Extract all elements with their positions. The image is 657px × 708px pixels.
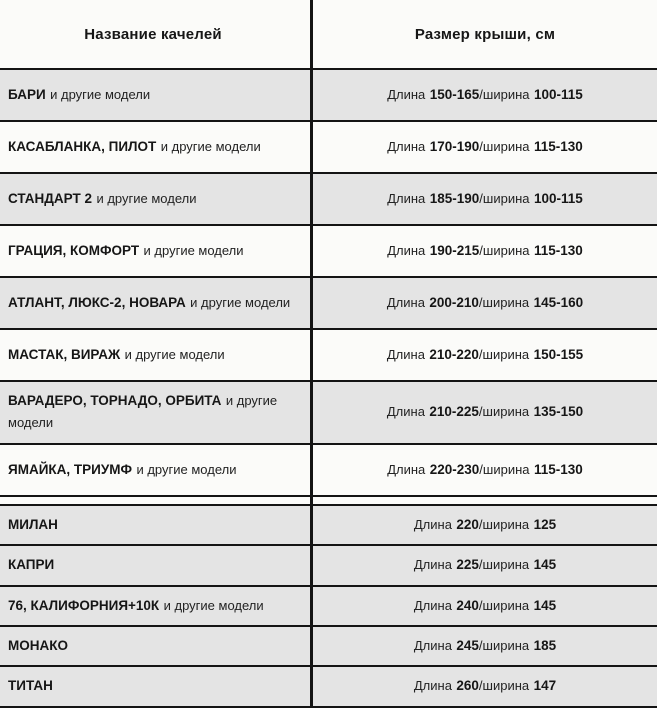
header-cell-swing-name <box>0 0 313 68</box>
swing-model-names: 76, КАЛИФОРНИЯ+10К <box>8 597 160 613</box>
table-row <box>0 226 657 278</box>
section-spacer <box>0 497 657 506</box>
length-label: Длина <box>386 294 425 310</box>
length-value: 240 <box>456 597 479 613</box>
width-value: 145 <box>533 597 557 613</box>
width-label: /ширина <box>478 294 530 310</box>
table-body <box>0 70 657 708</box>
swing-model-names: АТЛАНТ, ЛЮКС-2, НОВАРА <box>8 294 186 310</box>
length-label: Длина <box>387 190 426 206</box>
length-value: 220 <box>456 516 479 532</box>
length-label: Длина <box>413 678 452 694</box>
swing-name-cell <box>0 226 313 276</box>
table-row <box>0 70 657 122</box>
width-value: 147 <box>533 678 557 694</box>
width-label: /ширина <box>478 678 530 694</box>
swing-name-cell <box>0 627 313 665</box>
roof-size-cell <box>313 330 657 380</box>
length-label: Длина <box>387 242 426 258</box>
length-value: 210-225 <box>429 404 479 420</box>
swing-model-suffix: и другие модели <box>96 190 197 206</box>
width-value: 125 <box>533 516 557 532</box>
roof-size-cell <box>313 174 657 224</box>
length-value: 225 <box>456 557 479 573</box>
width-value: 115-130 <box>533 242 583 258</box>
roof-size-cell <box>313 667 657 705</box>
swing-model-names: МАСТАК, ВИРАЖ <box>8 346 121 362</box>
swing-model-names: КАПРИ <box>8 557 55 573</box>
roof-size-cell <box>313 382 657 443</box>
width-label: /ширина <box>478 516 530 532</box>
table-row <box>0 122 657 174</box>
table-row <box>0 278 657 330</box>
swing-model-suffix: и другие модели <box>190 294 291 310</box>
length-label: Длина <box>413 516 452 532</box>
roof-size-cell <box>313 278 657 328</box>
spacer-right <box>313 497 657 504</box>
swing-model-names: МОНАКО <box>8 637 68 653</box>
swing-name-cell <box>0 445 313 495</box>
swing-name-cell <box>0 330 313 380</box>
table-row <box>0 445 657 497</box>
spacer-left <box>0 497 313 504</box>
width-value: 100-115 <box>533 86 583 102</box>
swing-name-cell <box>0 506 313 544</box>
header-cell-roof-size <box>313 0 657 68</box>
table-row <box>0 667 657 707</box>
roof-size-cell <box>313 546 657 584</box>
width-label: /ширина <box>479 461 530 477</box>
width-value: 100-115 <box>533 190 583 206</box>
swing-model-suffix: и другие модели <box>163 597 264 613</box>
length-value: 150-165 <box>429 86 480 102</box>
roof-size-cell <box>313 506 657 544</box>
swing-model-names: КАСАБЛАНКА, ПИЛОТ <box>8 138 157 154</box>
length-value: 190-215 <box>429 242 480 258</box>
width-label: /ширина <box>478 346 530 362</box>
width-label: /ширина <box>479 86 530 102</box>
table-row <box>0 174 657 226</box>
width-value: 185 <box>533 637 557 653</box>
width-label: /ширина <box>479 138 530 154</box>
table-row <box>0 587 657 627</box>
swing-name-cell <box>0 382 313 443</box>
swing-model-names: ТИТАН <box>8 678 53 694</box>
swing-model-suffix: и другие модели <box>124 346 225 362</box>
table-row <box>0 627 657 667</box>
table-row <box>0 506 657 546</box>
swing-name-cell <box>0 278 313 328</box>
width-value: 135-150 <box>533 404 584 420</box>
length-label: Длина <box>413 557 452 573</box>
swing-name-cell <box>0 546 313 584</box>
swing-model-names: ГРАЦИЯ, КОМФОРТ <box>8 242 140 258</box>
swing-model-names: ЯМАЙКА, ТРИУМФ <box>8 461 133 477</box>
length-label: Длина <box>387 138 426 154</box>
length-value: 185-190 <box>429 190 480 206</box>
length-label: Длина <box>386 346 425 362</box>
table-header-row <box>0 0 657 70</box>
length-label: Длина <box>413 597 452 613</box>
width-value: 145-160 <box>533 294 584 310</box>
width-label: /ширина <box>478 557 530 573</box>
table-row <box>0 330 657 382</box>
roof-size-cell <box>313 587 657 625</box>
roof-size-cell <box>313 122 657 172</box>
swing-model-names: БАРИ <box>8 86 46 102</box>
table-row <box>0 546 657 586</box>
swing-model-names: СТАНДАРТ 2 <box>8 190 93 206</box>
length-label: Длина <box>387 461 426 477</box>
width-value: 150-155 <box>533 346 584 362</box>
length-value: 200-210 <box>429 294 479 310</box>
length-value: 220-230 <box>429 461 480 477</box>
width-value: 115-130 <box>533 138 583 154</box>
table-row <box>0 382 657 445</box>
swing-model-suffix: и другие модели <box>136 461 237 477</box>
roof-size-cell <box>313 445 657 495</box>
length-label: Длина <box>413 637 452 653</box>
width-label: /ширина <box>479 190 530 206</box>
swing-model-names: ВАРАДЕРО, ТОРНАДО, ОРБИТА <box>8 393 222 408</box>
length-label: Длина <box>387 86 426 102</box>
width-label: /ширина <box>479 242 530 258</box>
length-label: Длина <box>386 404 425 420</box>
header-swing-name-label: Название качелей <box>84 25 222 43</box>
roof-size-cell <box>313 627 657 665</box>
length-value: 170-190 <box>429 138 480 154</box>
swing-name-cell <box>0 667 313 705</box>
width-label: /ширина <box>478 404 530 420</box>
length-value: 210-220 <box>429 346 479 362</box>
roof-size-cell <box>313 70 657 120</box>
header-roof-size-label: Размер крыши, см <box>414 25 556 43</box>
swing-name-cell <box>0 587 313 625</box>
swing-name-cell <box>0 122 313 172</box>
swing-model-suffix: и другие модели <box>50 86 151 102</box>
roof-size-cell <box>313 226 657 276</box>
width-value: 145 <box>533 557 557 573</box>
length-value: 245 <box>456 637 479 653</box>
width-label: /ширина <box>478 597 530 613</box>
swing-name-cell <box>0 70 313 120</box>
swing-model-suffix: и другие модели <box>143 242 244 258</box>
width-label: /ширина <box>478 637 530 653</box>
swing-model-names: МИЛАН <box>8 516 58 532</box>
swing-model-suffix: и другие модели <box>160 138 261 154</box>
width-value: 115-130 <box>533 461 583 477</box>
swing-model-suffix: и другие модели <box>8 393 278 431</box>
length-value: 260 <box>456 678 479 694</box>
swing-name-cell <box>0 174 313 224</box>
